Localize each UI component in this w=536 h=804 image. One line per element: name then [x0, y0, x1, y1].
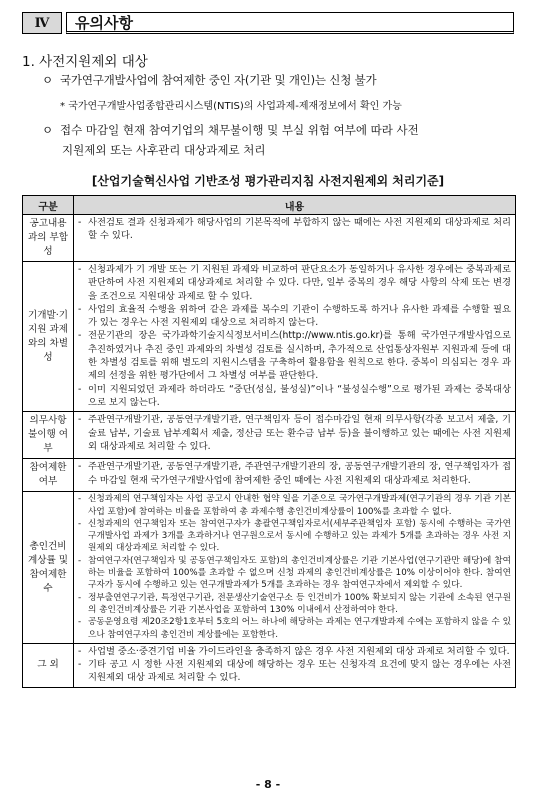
bullet-1 — [42, 72, 376, 88]
section-header — [22, 12, 514, 36]
dash-marker: - — [78, 555, 82, 566]
row-content — [74, 262, 516, 412]
content-item-text: 참여연구자(연구책임자 및 공동연구책임자도 포함)의 총인건비계상률은 기관 기본사업(연구기관만 해당)에 참여하는 비율을 포함하여 100%를 초과할 수 없으며 신청 과제의 총인건비계상률은 10% 이상이어야 한다. 참여연구자가 동시에 수행하고 있는 연구개발과제가 5개를 초과하는 경우 참여연구자에서 제외할 수 있다. — [88, 555, 511, 591]
note-mark: * — [60, 101, 65, 112]
note — [60, 97, 402, 112]
row-content — [74, 215, 516, 262]
content-item — [78, 592, 511, 617]
content-item-text: 전문기관의 장은 국가과학기술지식정보서비스(http://www.ntis.go.kr)를 통해 국가연구개발사업으로 추진하였거나 추진 중인 과제와의 차별성 검토를 실시하며, 추가적으로 산업통상자원부 지원과제 등에 대한 차별성 검토를 위해 별도의 지원시스템을 구축하여 활용함을 원칙으로 한다. 중복이 의심되는 경우 과제의 선정을 위한 평가단에서 그 차별성 여부를 판단한다. — [88, 330, 511, 382]
table-row — [23, 262, 516, 412]
dash-marker: - — [78, 414, 82, 426]
dash-marker: - — [78, 264, 82, 275]
content-item — [78, 645, 511, 658]
content-item — [78, 383, 511, 410]
dash-marker: - — [78, 217, 82, 228]
content-item-text: 주관연구개발기관, 공동연구개발기관, 연구책임자 등이 접수마감일 현재 의무사항(각종 보고서 제출, 기술료 납부, 기술료 납부계획서 제출, 정산금 또는 환수금 납부 등)을 불이행하고 있는 때에는 사전 지원제외 대상과제로 처리할 수 있다. — [88, 414, 511, 452]
dash-marker: - — [78, 461, 82, 473]
table-row — [23, 459, 516, 492]
page-number: - 8 - — [255, 778, 281, 791]
dash-marker: - — [78, 592, 82, 603]
content-item-text: 주관연구개발기관, 공동연구개발기관, 주관연구개발기관의 장, 공동연구개발기관의 장, 연구책임자가 접수 마감일 현재 국가연구개발사업에 참여제한 중인 때에는 사전 지원제외 대상과제로 처리한다. — [88, 461, 511, 486]
content-item — [78, 518, 511, 555]
dash-marker: - — [78, 303, 82, 315]
content-item-text: 이미 지원되었던 과제라 하더라도 “중단(성실, 불성실)”이나 “불성실수행”으로 평가된 과제는 중복대상으로 보지 않는다. — [88, 383, 511, 408]
bullet-1-text: 국가연구개발사업에 참여제한 중인 자(기관 및 개인)는 신청 불가 — [60, 73, 377, 87]
table-row — [23, 492, 516, 644]
table-header-row — [23, 196, 516, 215]
bullet-2 — [42, 120, 516, 160]
content-item-text: 공동운영요령 제20조2항1호부터 5호의 어느 하나에 해당하는 과제는 연구개발과제 수에는 포함하지 않을 수 있으나 참여연구자의 총인건비 계상률에는 포함한다. — [88, 617, 511, 640]
col-content-header: 내용 — [74, 196, 516, 215]
content-item — [78, 216, 511, 243]
heading-1: 1. 사전지원제외 대상 — [22, 54, 148, 70]
row-content — [74, 412, 516, 459]
content-item-text: 정부출연연구기관, 특정연구기관, 전문생산기술연구소 등 인건비가 100% 확보되지 않는 기관에 소속된 연구원의 총인건비계상률은 기관 기본사업을 포함하여 130% 이내에서 산정하여야 한다. — [88, 592, 511, 615]
content-item — [78, 263, 511, 303]
dash-marker: - — [78, 383, 82, 395]
row-category: 의무사항 불이행 여부 — [23, 412, 74, 459]
table-row — [23, 643, 516, 687]
table-title: [산업기술혁신사업 기반조성 평가관리지침 사전지원제외 처리기준] — [91, 174, 445, 188]
row-category: 그 외 — [23, 643, 74, 687]
content-item-text: 사전검토 결과 신청과제가 해당사업의 기본목적에 부합하지 않는 때에는 사전 지원제외 대상과제로 처리할 수 있다. — [88, 217, 511, 242]
row-content — [74, 643, 516, 687]
table-row — [23, 412, 516, 459]
content-item-text: 사업별 중소·중견기업 비율 가이드라인을 충족하지 않은 경우 사전 지원제외 대상 과제로 처리할 수 있다. — [88, 645, 510, 657]
dash-marker: - — [78, 645, 82, 657]
dash-marker: - — [78, 494, 82, 505]
row-category: 기개발·기지원 과제와의 차별성 — [23, 262, 74, 412]
content-item-text: 기타 공고 시 정한 사전 지원제외 대상에 해당하는 경우 또는 신청자격 요건에 맞지 않는 경우에는 사전 지원제외 대상 과제로 처리할 수 있다. — [88, 659, 511, 684]
row-category: 총인건비 계상률 및 참여제한 수 — [23, 492, 74, 644]
row-category: 참여제한 여부 — [23, 459, 74, 492]
note-text: 국가연구개발사업종합관리시스템(NTIS)의 사업과제-제재정보에서 확인 가능 — [68, 101, 402, 112]
content-item-text: 신청과제가 기 개발 또는 기 지원된 과제와 비교하여 판단요소가 동일하거나 유사한 경우에는 중복과제로 판단하여 사전 지원제외 대상과제로 처리할 수 있다. 다만, 일부 중복의 경우 해당 사항의 삭제 또는 변경을 조건으로 지원대상 과제로 할 수 있다. — [88, 264, 511, 302]
content-item — [78, 460, 511, 487]
content-item — [78, 303, 511, 330]
col-category-header: 구분 — [23, 196, 74, 215]
dash-marker: - — [78, 518, 82, 529]
content-item — [78, 493, 511, 518]
content-item — [78, 555, 511, 592]
dash-marker: - — [78, 330, 82, 342]
bullet-2-line2: 지원제외 또는 사후관리 대상과제로 처리 — [62, 143, 266, 157]
row-content — [74, 492, 516, 644]
content-item — [78, 329, 511, 382]
table-row — [23, 215, 516, 262]
content-item — [78, 616, 511, 641]
content-item — [78, 413, 511, 453]
content-item — [78, 658, 511, 685]
content-item-text: 사업의 효율적 수행을 위하여 같은 과제를 복수의 기관이 수행하도록 하거나 유사한 과제를 수행할 필요가 있는 경우는 사전 지원제외 대상으로 처리하지 않는다. — [88, 303, 511, 329]
content-item-text: 신청과제의 연구책임자 또는 참여연구자가 총괄연구책임자로서(세부주관책임자 포함) 동시에 수행하는 국가연구개발사업 과제가 3개를 초과하거나 연구원으로서 동시에 수행하고 있는 과제가 5개를 초과하는 경우 사전 지원제외 대상과제로 처리할 수 있다. — [88, 518, 511, 554]
bullet-mark: ㅇ — [42, 73, 53, 87]
section-number: Ⅳ — [22, 12, 62, 34]
bullet-mark: ㅇ — [42, 123, 54, 137]
criteria-table — [22, 195, 516, 688]
dash-marker: - — [78, 617, 82, 628]
row-content — [74, 459, 516, 492]
section-title: 유의사항 — [66, 12, 514, 34]
dash-marker: - — [78, 659, 82, 671]
row-category: 공고내용과의 부합성 — [23, 215, 74, 262]
bullet-2-line1: 접수 마감일 현재 참여기업의 채무불이행 및 부실 위험 여부에 따라 사전 — [60, 123, 419, 137]
content-item-text: 신청과제의 연구책임자는 사업 공고시 안내한 협약 일을 기준으로 국가연구개발과제(연구기관의 경우 기관 기본사업 포함)에 참여하는 비율을 포함하여 총 과제수행 총인건비계상률이 100%를 초과할 수 없다. — [88, 494, 511, 517]
